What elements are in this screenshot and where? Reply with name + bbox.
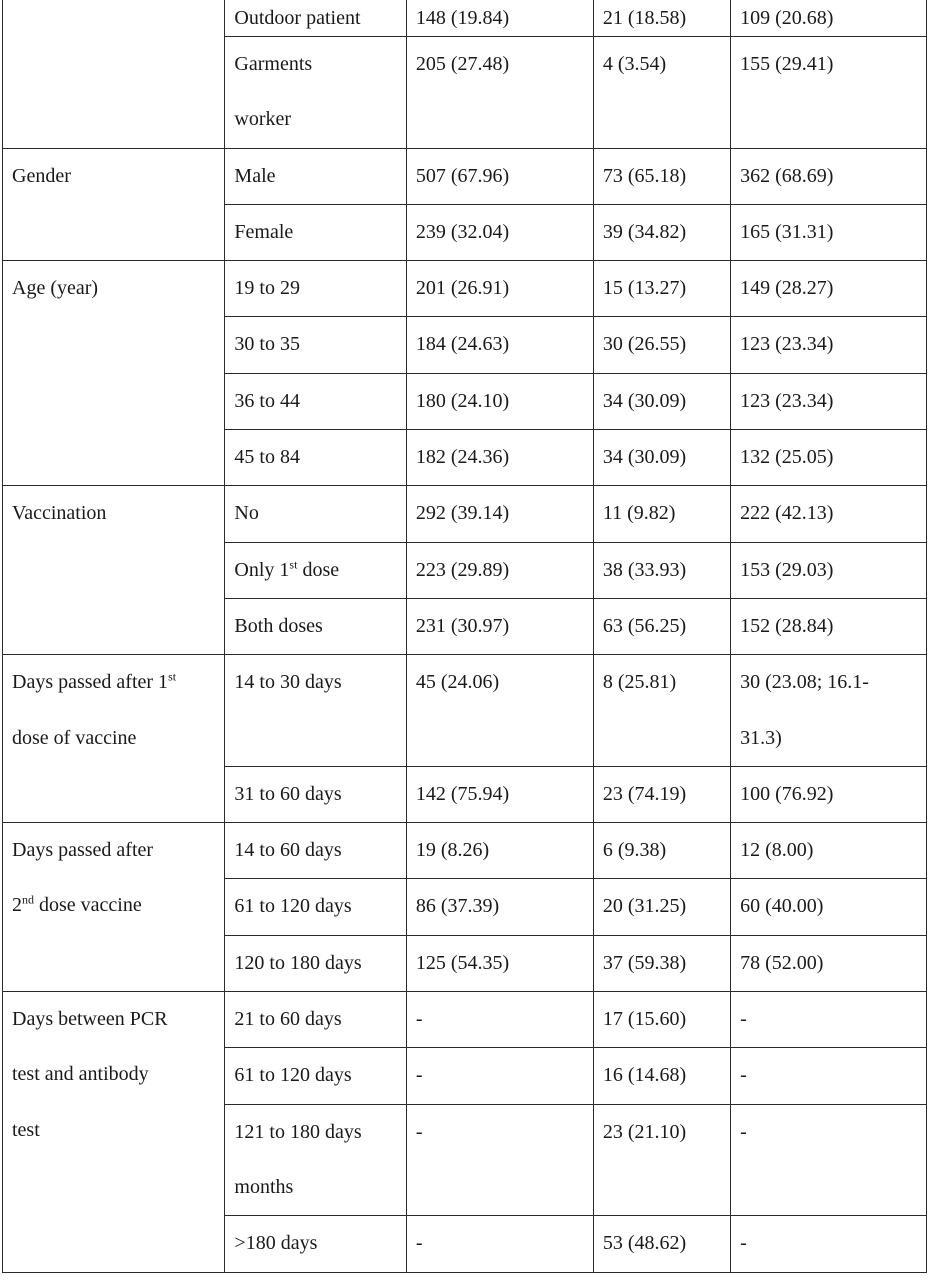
sub-cell: Female — [225, 204, 406, 260]
sub-cell: 30 to 35 — [225, 317, 406, 373]
value-cell: 142 (75.94) — [406, 766, 593, 822]
value-cell: 53 (48.62) — [593, 1216, 730, 1272]
sub-cell: 61 to 120 days — [225, 879, 406, 935]
value-cell: 63 (56.25) — [593, 598, 730, 654]
value-cell: 21 (18.58) — [593, 0, 730, 37]
value-cell: 152 (28.84) — [731, 598, 927, 654]
group-cell: Days passed after 2nd dose vaccine — [3, 823, 225, 992]
value-cell: - — [731, 1048, 927, 1104]
table-row — [3, 823, 927, 879]
group-cell: Days between PCR test and antibody test — [3, 992, 225, 1272]
value-cell: 86 (37.39) — [406, 879, 593, 935]
value-cell: 78 (52.00) — [731, 935, 927, 991]
value-cell: 12 (8.00) — [731, 823, 927, 879]
value-cell: 60 (40.00) — [731, 879, 927, 935]
table-row — [3, 486, 927, 542]
value-cell: 45 (24.06) — [406, 655, 593, 767]
value-cell: 23 (74.19) — [593, 766, 730, 822]
sub-cell: 19 to 29 — [225, 261, 406, 317]
sub-cell: 14 to 30 days — [225, 655, 406, 767]
sub-cell: Male — [225, 148, 406, 204]
value-cell: 153 (29.03) — [731, 542, 927, 598]
value-cell: 20 (31.25) — [593, 879, 730, 935]
value-cell: 30 (26.55) — [593, 317, 730, 373]
table-row — [3, 148, 927, 204]
sub-cell: 61 to 120 days — [225, 1048, 406, 1104]
value-cell: 30 (23.08; 16.1- 31.3) — [731, 655, 927, 767]
sub-cell: 45 to 84 — [225, 430, 406, 486]
group-cell-blank — [3, 0, 225, 148]
sub-cell: No — [225, 486, 406, 542]
value-cell: 223 (29.89) — [406, 542, 593, 598]
value-cell: 222 (42.13) — [731, 486, 927, 542]
table-row — [3, 0, 927, 37]
value-cell: - — [406, 992, 593, 1048]
sub-cell: 121 to 180 days months — [225, 1104, 406, 1216]
value-cell: 125 (54.35) — [406, 935, 593, 991]
value-cell: - — [731, 992, 927, 1048]
value-cell: 239 (32.04) — [406, 204, 593, 260]
value-cell: 37 (59.38) — [593, 935, 730, 991]
value-cell: 16 (14.68) — [593, 1048, 730, 1104]
value-cell: - — [731, 1104, 927, 1216]
sub-cell: 36 to 44 — [225, 373, 406, 429]
value-cell: 182 (24.36) — [406, 430, 593, 486]
value-cell: 507 (67.96) — [406, 148, 593, 204]
value-cell: 38 (33.93) — [593, 542, 730, 598]
value-cell: 184 (24.63) — [406, 317, 593, 373]
group-cell: Age (year) — [3, 261, 225, 486]
data-table — [2, 0, 927, 1273]
sub-cell: >180 days — [225, 1216, 406, 1272]
sub-cell: 120 to 180 days — [225, 935, 406, 991]
value-cell: 180 (24.10) — [406, 373, 593, 429]
value-cell: 11 (9.82) — [593, 486, 730, 542]
value-cell: - — [406, 1048, 593, 1104]
value-cell: 73 (65.18) — [593, 148, 730, 204]
value-cell: 100 (76.92) — [731, 766, 927, 822]
value-cell: 201 (26.91) — [406, 261, 593, 317]
value-cell: - — [731, 1216, 927, 1272]
value-cell: 231 (30.97) — [406, 598, 593, 654]
table-row — [3, 992, 927, 1048]
sub-cell: Garments worker — [225, 37, 406, 149]
value-cell: 6 (9.38) — [593, 823, 730, 879]
value-cell: 34 (30.09) — [593, 373, 730, 429]
value-cell: 34 (30.09) — [593, 430, 730, 486]
value-cell: 149 (28.27) — [731, 261, 927, 317]
value-cell: 19 (8.26) — [406, 823, 593, 879]
value-cell: 155 (29.41) — [731, 37, 927, 149]
group-cell: Days passed after 1st dose of vaccine — [3, 655, 225, 823]
value-cell: 17 (15.60) — [593, 992, 730, 1048]
sub-cell: Only 1st dose — [225, 542, 406, 598]
value-cell: 23 (21.10) — [593, 1104, 730, 1216]
table-row — [3, 655, 927, 767]
sub-cell: 21 to 60 days — [225, 992, 406, 1048]
value-cell: 292 (39.14) — [406, 486, 593, 542]
sub-cell: 14 to 60 days — [225, 823, 406, 879]
value-cell: 4 (3.54) — [593, 37, 730, 149]
group-cell: Gender — [3, 148, 225, 261]
value-cell: 15 (13.27) — [593, 261, 730, 317]
value-cell: 148 (19.84) — [406, 0, 593, 37]
value-cell: 123 (23.34) — [731, 317, 927, 373]
value-cell: 123 (23.34) — [731, 373, 927, 429]
sub-cell: Outdoor patient — [225, 0, 406, 37]
value-cell: - — [406, 1104, 593, 1216]
table-row — [3, 261, 927, 317]
sub-cell: 31 to 60 days — [225, 766, 406, 822]
value-cell: 362 (68.69) — [731, 148, 927, 204]
value-cell: 132 (25.05) — [731, 430, 927, 486]
group-cell: Vaccination — [3, 486, 225, 655]
value-cell: 205 (27.48) — [406, 37, 593, 149]
value-cell: 165 (31.31) — [731, 204, 927, 260]
sub-cell: Both doses — [225, 598, 406, 654]
value-cell: 39 (34.82) — [593, 204, 730, 260]
value-cell: - — [406, 1216, 593, 1272]
value-cell: 8 (25.81) — [593, 655, 730, 767]
value-cell: 109 (20.68) — [731, 0, 927, 37]
